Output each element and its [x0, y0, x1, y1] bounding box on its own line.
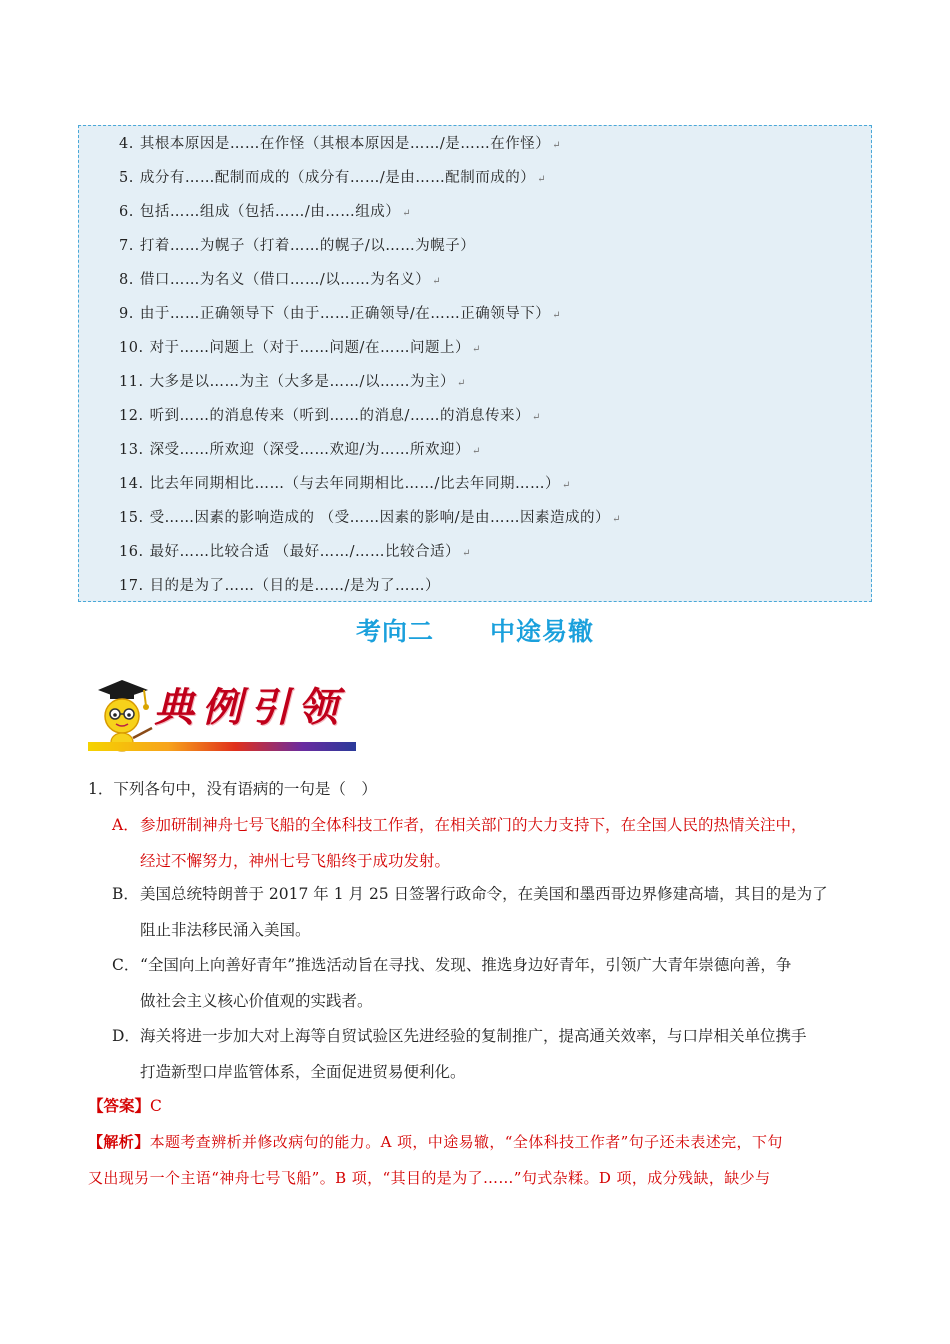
- list-item: 14. 比去年同期相比……（与去年同期相比……/比去年同期……） ↵: [119, 476, 571, 492]
- answer-label: 【答案】: [88, 1096, 151, 1115]
- list-item: 7. 打着……为幌子（打着……的幌子/以……为幌子）: [119, 238, 476, 254]
- example-banner: [88, 672, 356, 756]
- option-b-line1: 美国总统特朗普于 2017 年 1 月 25 日签署行政命令，在美国和墨西哥边界修建高墙，其目的是为了: [140, 885, 828, 903]
- option-a-label: A．: [112, 816, 139, 834]
- question-stem: 1．下列各句中，没有语病的一句是（ ）: [88, 780, 377, 798]
- section-title: 考向二 中途易辙: [355, 617, 595, 646]
- option-d-label: D．: [112, 1027, 140, 1045]
- banner-gradient-bar: [88, 742, 356, 751]
- list-item: 13. 深受……所欢迎（深受……欢迎/为……所欢迎） ↵: [119, 442, 481, 458]
- paragraph-mark-icon: ↵: [537, 174, 547, 185]
- option-c-line1: “全国向上向善好青年”推选活动旨在寻找、发现、推选身边好青年，引领广大青年崇德向善，争: [140, 956, 792, 974]
- paragraph-mark-icon: ↵: [612, 514, 621, 525]
- analysis-label: 【解析】: [88, 1133, 150, 1151]
- list-item: 6. 包括……组成（包括……/由……组成） ↵: [119, 204, 412, 220]
- option-d-line2: 打造新型口岸监管体系，全面促进贸易便利化。: [140, 1063, 466, 1081]
- list-item: 17. 目的是为了……（目的是……/是为了……）: [119, 578, 440, 594]
- list-item: 11. 大多是以……为主（大多是……/以……为主） ↵: [119, 374, 466, 390]
- answer-value: C: [150, 1097, 162, 1115]
- option-a-line1: 参加研制神舟七号飞船的全体科技工作者，在相关部门的大力支持下，在全国人民的热情关注中，: [140, 816, 807, 834]
- paragraph-mark-icon: ↵: [462, 548, 471, 559]
- analysis-line1: 【解析】本题考查辨析并修改病句的能力。A 项，中途易辙，“全体科技工作者”句子还未表述完，下句: [88, 1133, 783, 1151]
- pattern-list-box: [78, 125, 872, 602]
- paragraph-mark-icon: ↵: [552, 310, 562, 321]
- option-c-label: C．: [112, 956, 140, 974]
- list-item: 5. 成分有……配制而成的（成分有……/是由……配制而成的） ↵: [119, 170, 547, 186]
- paragraph-mark-icon: ↵: [432, 276, 442, 287]
- paragraph-mark-icon: ↵: [531, 412, 541, 423]
- option-a-line2: 经过不懈努力，神州七号飞船终于成功发射。: [140, 852, 451, 870]
- option-d-line1: 海关将进一步加大对上海等自贸试验区先进经验的复制推广，提高通关效率，与口岸相关单位携手: [140, 1027, 807, 1045]
- list-item: 9. 由于……正确领导下（由于……正确领导/在……正确领导下） ↵: [119, 306, 562, 322]
- answer-row: [88, 1088, 162, 1124]
- list-item: 15. 受……因素的影响造成的 （受……因素的影响/是由……因素造成的） ↵: [119, 510, 621, 526]
- list-item: 8. 借口……为名义（借口……/以……为名义） ↵: [119, 272, 442, 288]
- paragraph-mark-icon: ↵: [471, 446, 481, 457]
- paragraph-mark-icon: ↵: [552, 140, 562, 151]
- paragraph-mark-icon: ↵: [402, 208, 412, 219]
- list-item: 16. 最好……比较合适 （最好……/……比较合适） ↵: [119, 544, 471, 560]
- banner-title: 典例引领: [154, 684, 346, 731]
- list-item: 12. 听到……的消息传来（听到……的消息/……的消息传来） ↵: [119, 408, 541, 424]
- paragraph-mark-icon: ↵: [456, 378, 466, 389]
- list-item: 4. 其根本原因是……在作怪（其根本原因是……/是……在作怪） ↵: [119, 136, 562, 152]
- option-b-line2: 阻止非法移民涌入美国。: [140, 921, 311, 939]
- list-item: 10. 对于……问题上（对于……问题/在……问题上） ↵: [119, 340, 481, 356]
- option-c-line2: 做社会主义核心价值观的实践者。: [140, 992, 373, 1010]
- analysis-line2: 又出现另一个主语“神舟七号飞船”。B 项，“其目的是为了……”句式杂糅。D 项，成分残缺，缺少与: [88, 1169, 771, 1187]
- paragraph-mark-icon: ↵: [561, 480, 571, 491]
- paragraph-mark-icon: ↵: [471, 344, 481, 355]
- option-b-label: B．: [112, 885, 139, 903]
